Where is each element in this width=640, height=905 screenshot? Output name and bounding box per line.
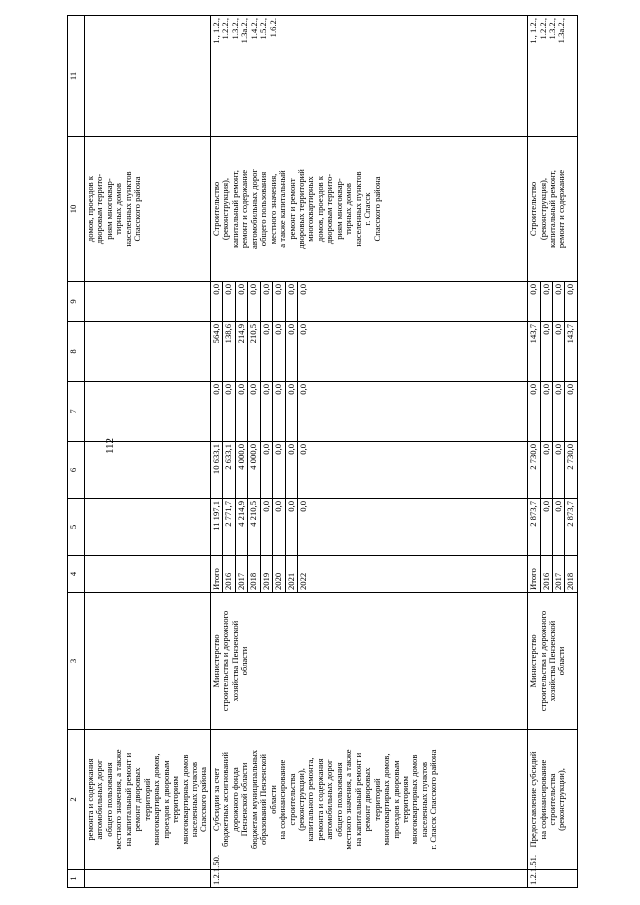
column-header: 5 [68,499,85,556]
total-cell: 4 214,9 [235,499,247,556]
federal-budget-cell: 0,0 [552,382,564,442]
activity-name: Предоставление субсидий на софинансирование строительства (реконструкции), [528,730,578,870]
total-cell: 0,0 [552,499,564,556]
total-cell: 11 197,1 [210,499,222,556]
federal-budget-cell: 0,0 [285,382,297,442]
total-cell: 0,0 [260,499,272,556]
regional-budget-cell: 4 000,0 [235,442,247,499]
local-budget-cell: 0,0 [298,322,528,382]
regional-budget-cell: 0,0 [298,442,528,499]
column-header: 7 [68,382,85,442]
year-cell: 2016 [223,556,235,593]
year-cell: 2016 [540,556,552,593]
year-cell: 2021 [285,556,297,593]
total-cell: 0,0 [285,499,297,556]
regional-budget-cell: 10 633,1 [210,442,222,499]
column-header: 4 [68,556,85,593]
federal-budget-cell: 0,0 [210,382,222,442]
year-cell: 2017 [552,556,564,593]
table-row [210,16,222,888]
local-budget-cell: 210,5 [248,322,260,382]
local-budget-cell: 0,0 [273,322,285,382]
federal-budget-cell: 0,0 [528,382,540,442]
other-sources-cell: 0,0 [285,282,297,322]
other-sources-cell: 0,0 [248,282,260,322]
regional-budget-cell: 0,0 [552,442,564,499]
result-continuation: домов, проездов к дворовым террито- риям многоквар- тирных домов населенных пунктов Спасского района [85,137,211,282]
other-sources-cell: 0,0 [298,282,528,322]
other-sources-cell: 0,0 [273,282,285,322]
other-sources-cell: 0,0 [565,282,577,322]
year-cell: 2017 [235,556,247,593]
column-header: 6 [68,442,85,499]
local-budget-cell: 138,6 [223,322,235,382]
table-row [528,16,540,888]
year-cell: 2022 [298,556,528,593]
column-number-header [68,16,85,888]
federal-budget-cell: 0,0 [565,382,577,442]
total-cell: 0,0 [540,499,552,556]
column-header: 10 [68,137,85,282]
federal-budget-cell: 0,0 [248,382,260,442]
column-header: 8 [68,322,85,382]
year-cell: Итого [210,556,222,593]
federal-budget-cell: 0,0 [298,382,528,442]
local-budget-cell: 214,9 [235,322,247,382]
federal-budget-cell: 0,0 [540,382,552,442]
activity-number: 1.2.1.51. [528,870,578,888]
local-budget-cell: 0,0 [540,322,552,382]
total-cell: 2 873,7 [528,499,540,556]
responsible-executor: Министерство строительства и дорожного хозяйства Пензенской области [528,593,578,730]
year-cell: 2018 [565,556,577,593]
other-sources-cell: 0,0 [540,282,552,322]
local-budget-cell: 0,0 [552,322,564,382]
other-sources-cell: 0,0 [260,282,272,322]
local-budget-cell: 0,0 [285,322,297,382]
federal-budget-cell: 0,0 [235,382,247,442]
regional-budget-cell: 4 000,0 [248,442,260,499]
local-budget-cell: 143,7 [565,322,577,382]
total-cell: 0,0 [298,499,528,556]
activity-name-continuation: ремонта и содержания автомобильных дорог общего пользования местного значения, а также на капитальный ремонт и ремонт дворовых территорий многоквартирных домов, проездов к дворовым территориям многоквартирных домов населенных пунктов Спасского района [85,730,211,870]
expected-result: Строительство (реконструкция), капитальный ремонт, ремонт и содержание [528,137,578,282]
indicator-numbers: 1., 1.2., 1.2.2., 1.3.2., 1.3а.2., 1.4.2., 1.5.2., 1.6.2. [210,16,527,137]
other-sources-cell: 0,0 [552,282,564,322]
program-table-sheet [67,16,583,888]
activity-name: Субсидии за счет бюджетных ассигнований дорожного фонда Пензенской области бюджетам муниципальных образований Пензенской области на софинансирование строительства (реконструкции), капитального ремонта, ремонта и содержания автомобильных дорог общего пользования местного значения, а также на капитальный ремонт и ремонт дворовых территорий многоквартирных домов, проездов к дворовым территориям многоквартирных домов населенных пунктов г. Спасск Спасского района [210,730,527,870]
federal-budget-cell: 0,0 [273,382,285,442]
regional-budget-cell: 2 633,1 [223,442,235,499]
regional-budget-cell: 0,0 [540,442,552,499]
local-budget-cell: 143,7 [528,322,540,382]
local-budget-cell: 0,0 [260,322,272,382]
regional-budget-cell: 0,0 [273,442,285,499]
activity-number: 1.2.1.50. [210,870,527,888]
column-header: 9 [68,282,85,322]
column-header: 2 [68,730,85,870]
expected-result: Строительство (реконструкция), капитальный ремонт, ремонт и содержание автомобильных дорог общего пользования местного значения, а также капитальный ремонт и ремонт дворовых территорий многоквартирных домов, проездов к дворовым террито- риям многоквар- тирных домов населенных пунктов г. Спасск Спасского района [210,137,527,282]
total-cell: 2 771,7 [223,499,235,556]
regional-budget-cell: 2 730,0 [565,442,577,499]
continuation-row [85,16,211,888]
program-activities-table [67,15,578,888]
column-header: 1 [68,870,85,888]
other-sources-cell: 0,0 [223,282,235,322]
total-cell: 4 210,5 [248,499,260,556]
other-sources-cell: 0,0 [528,282,540,322]
other-sources-cell: 0,0 [210,282,222,322]
federal-budget-cell: 0,0 [260,382,272,442]
total-cell: 2 873,7 [565,499,577,556]
other-sources-cell: 0,0 [235,282,247,322]
federal-budget-cell: 0,0 [223,382,235,442]
regional-budget-cell: 0,0 [285,442,297,499]
column-header: 11 [68,16,85,137]
local-budget-cell: 564,0 [210,322,222,382]
responsible-executor: Министерство строительства и дорожного хозяйства Пензенской области [210,593,527,730]
year-cell: Итого [528,556,540,593]
page-number: 112 [104,437,116,455]
year-cell: 2019 [260,556,272,593]
total-cell: 0,0 [273,499,285,556]
year-cell: 2018 [248,556,260,593]
year-cell: 2020 [273,556,285,593]
indicator-numbers: 1., 1.2., 1.2.2., 1.3.2., 1.3а.2., [528,16,578,137]
regional-budget-cell: 2 730,0 [528,442,540,499]
regional-budget-cell: 0,0 [260,442,272,499]
column-header: 3 [68,593,85,730]
